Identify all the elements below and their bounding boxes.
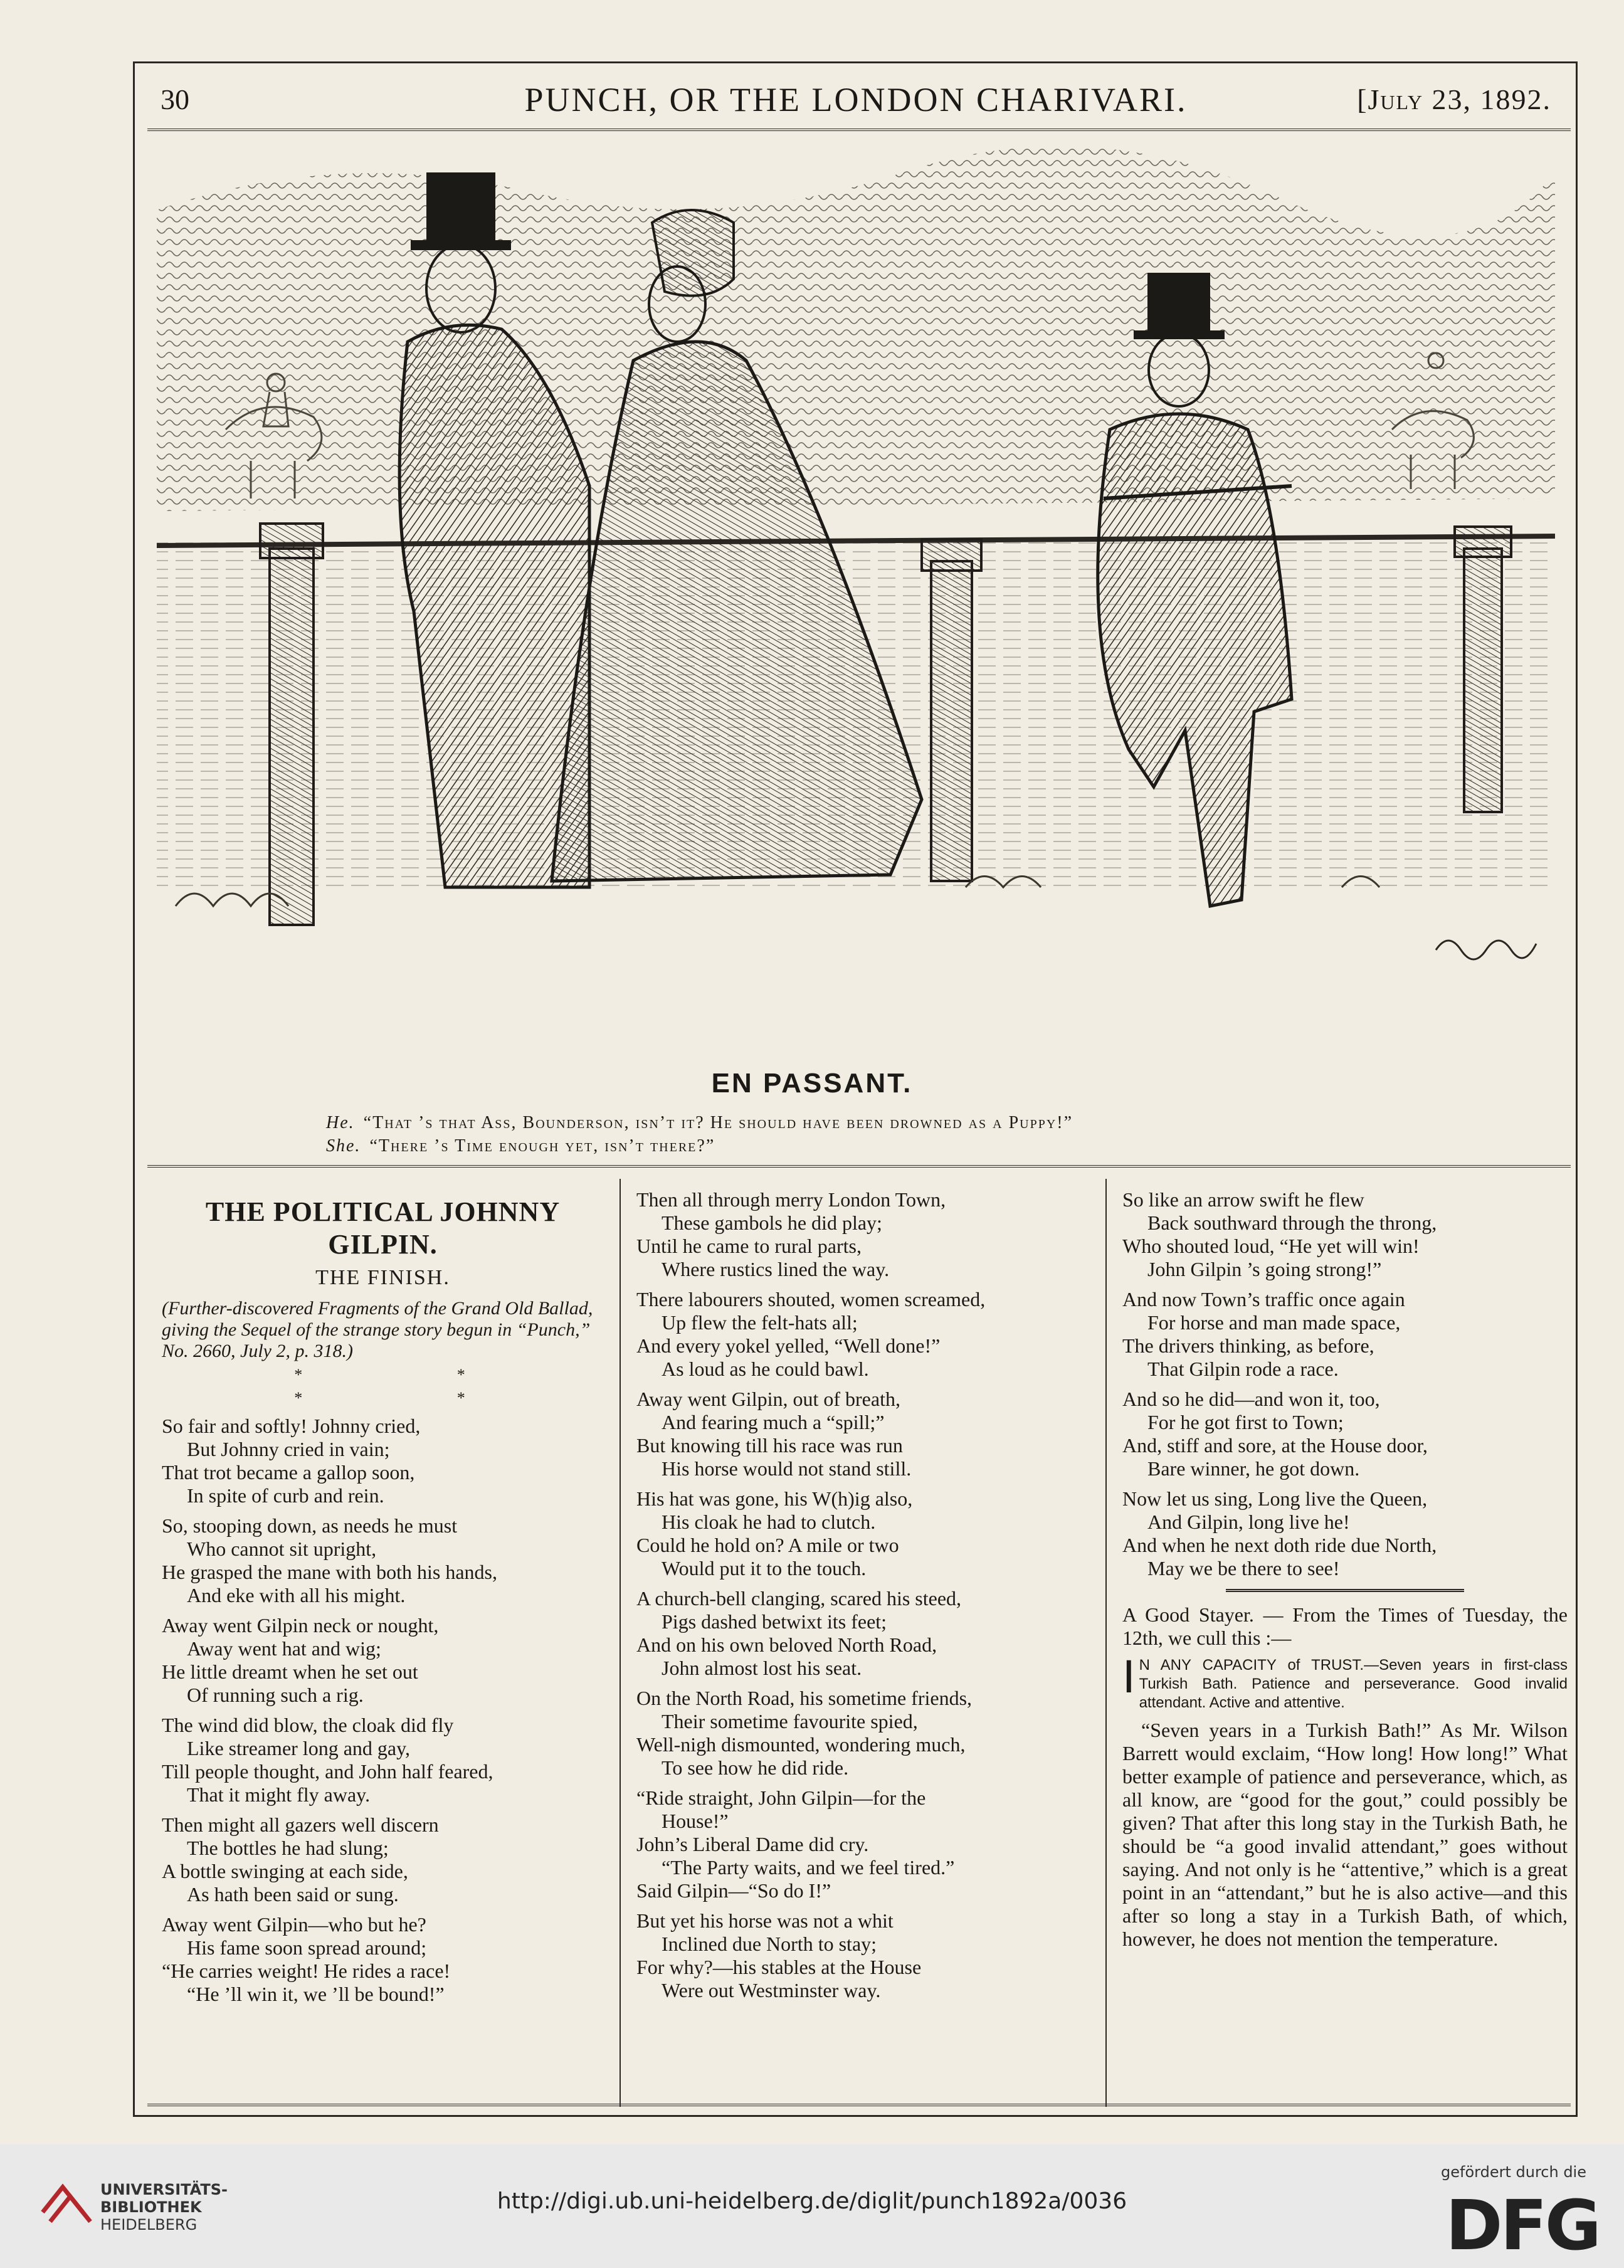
poem-line: And now Town’s traffic once again [1122,1288,1405,1311]
article-body: “Seven years in a Turkish Bath!” As Mr. Wilson Barrett would exclaim, “How long! How long!” What better example of patience and perseverance, which, as all know, are “good for the gout,” could possibly be given? That after this long stay in the Turkish Bath, he should be “a good invalid attendant,” goes without saying. And not only is he “attentive,” which is a great point in an “attendant,” but he is also active—and this after so long a stay in a Turkish Bath, of which, however, he does not mention the temperature. [1122,1719,1568,1950]
poem-line: And fearing much a “spill;” [662,1411,885,1433]
poem-stanza [636,1388,1088,1480]
poem-stanza [162,1913,604,2006]
poem-line: Away went hat and wig; [187,1637,381,1660]
poem-stanza [1122,1388,1568,1480]
advertisement-text: N ANY CAPACITY of TRUST.—Seven years in first-class Turkish Bath. Patience and perseverance. Good invalid attendant. Active and attentive. [1139,1657,1568,1711]
poem-line: The wind did blow, the cloak did fly [162,1714,454,1736]
poem-stanza [636,1909,1088,2002]
poem-line: In spite of curb and rein. [187,1484,384,1507]
poem-line: And, stiff and sore, at the House door, [1122,1434,1428,1457]
poem-line: And Gilpin, long live he! [1147,1511,1350,1533]
poem-line: Could he hold on? A mile or two [636,1534,899,1556]
poem-stanza [162,1514,604,1607]
article-heading: A Good Stayer. — From the Times of Tuesday, the 12th, we cull this :— [1122,1603,1568,1649]
caption-text: “There ’s Time enough yet, isn’t there?” [369,1136,715,1156]
poem-line: Said Gilpin—“So do I!” [636,1879,831,1902]
poem-line: “Ride straight, John Gilpin—for the [636,1786,926,1809]
masthead: PUNCH, OR THE LONDON CHARIVARI. [524,81,1188,119]
drop-cap: I [1122,1650,1136,1702]
poem-line: Until he came to rural parts, [636,1235,862,1257]
advertisement-quote [1122,1650,1568,1712]
cartoon-title: EN PASSANT. [711,1068,913,1099]
poem-line: His hat was gone, his W(h)ig also, [636,1487,913,1510]
poem-line: So like an arrow swift he flew [1122,1188,1364,1211]
poem-line: And when he next doth ride due North, [1122,1534,1437,1556]
poem-line: So, stooping down, as needs he must [162,1514,458,1537]
document-url-link[interactable]: http://digi.ub.uni-heidelberg.de/diglit/punch1892a/0036 [497,2188,1127,2214]
library-line: UNIVERSITÄTS- [100,2181,228,2198]
poem-line: These gambols he did play; [662,1211,882,1234]
poem-line: “He ’ll win it, we ’ll be bound!” [187,1983,445,2005]
poem-line: That trot became a gallop soon, [162,1461,415,1484]
poem-stanza [162,1813,604,1906]
caption-text: “That ’s that Ass, Bounderson, isn’t it? He should have been drowned as a Puppy!” [363,1113,1073,1132]
poem-stanza [1122,1288,1568,1381]
poem-line: Well-nigh dismounted, wondering much, [636,1733,966,1756]
poem-line: But yet his horse was not a whit [636,1909,894,1932]
cartoon-caption-he [326,1113,1517,1133]
poem-line: For why?—his stables at the House [636,1956,922,1978]
poem-line: The bottles he had slung; [187,1837,389,1859]
poem-column-2 [636,1188,1088,2009]
issue-date: [July 23, 1892. [1357,83,1551,115]
poem-line: John Gilpin ’s going strong!” [1147,1258,1382,1280]
header-rule [147,129,1571,131]
poem-line: He little dreamt when he set out [162,1660,418,1683]
poem-line: Inclined due North to stay; [662,1933,877,1955]
poem-line: And every yokel yelled, “Well done!” [636,1334,941,1357]
poem-line: To see how he did ride. [662,1756,849,1779]
poem-intro: (Further-discovered Fragments of the Grand Old Ballad, giving the Sequel of the strange story begun in “Punch,” No. 2660, July 2, p. 318.) [162,1298,593,1361]
poem-line: “The Party waits, and we feel tired.” [662,1856,955,1879]
poem-stanza [636,1786,1088,1902]
poem-column-3 [1122,1188,1568,1951]
poem-line: As hath been said or sung. [187,1883,399,1906]
poem-line: John’s Liberal Dame did cry. [636,1833,869,1855]
page-header [157,75,1555,125]
poem-stanza [636,1587,1088,1680]
poem-line: Where rustics lined the way. [662,1258,890,1280]
viewer-footer [0,2144,1624,2268]
poem-line: And so he did—and won it, too, [1122,1388,1380,1410]
poem-line: So fair and softly! Johnny cried, [162,1415,421,1437]
poem-line: As loud as he could bawl. [662,1358,869,1380]
column-separator [620,1179,621,2107]
poem-line: A church-bell clanging, scared his steed, [636,1587,962,1610]
poem-line: But knowing till his race was run [636,1434,903,1457]
poem-line: A bottle swinging at each side, [162,1860,408,1882]
poem-line: Pigs dashed betwixt its feet; [662,1610,887,1633]
cartoon-drawing [150,135,1564,1063]
poem-line: There labourers shouted, women screamed, [636,1288,986,1311]
poem-line: That it might fly away. [187,1783,371,1806]
poem-line: Then all through merry London Town, [636,1188,946,1211]
poem-line: Then might all gazers well discern [162,1813,439,1836]
poem-line: That Gilpin rode a race. [1147,1358,1339,1380]
poem-line: “He carries weight! He rides a race! [162,1959,451,1982]
poem-stanza [1122,1188,1568,1281]
poem-line: Up flew the felt-hats all; [662,1311,858,1334]
poem-line: Till people thought, and John half feared, [162,1760,493,1783]
poem-title: THE POLITICAL JOHNNY GILPIN. [205,1196,561,1260]
sponsor-text: gefördert durch die [1441,2163,1586,2181]
poem-line: And eke with all his might. [187,1584,406,1606]
caption-speaker: She. [326,1136,361,1156]
caption-rule [147,1165,1571,1168]
poem-stanza [162,1714,604,1806]
poem-stanzas [162,1415,604,2006]
poem-line: For he got first to Town; [1147,1411,1344,1433]
poem-line: Would put it to the touch. [662,1557,867,1580]
poem-line: Back southward through the throng, [1147,1211,1437,1234]
poem-line: The drivers thinking, as before, [1122,1334,1374,1357]
poem-line: Now let us sing, Long live the Queen, [1122,1487,1428,1510]
poem-line: Their sometime favourite spied, [662,1710,918,1733]
poem-stanza [162,1614,604,1707]
poem-column-1 [162,1188,604,2013]
poem-line: Were out Westminster way. [662,1979,881,2002]
poem-line: But Johnny cried in vain; [187,1438,390,1460]
poem-line: For horse and man made space, [1147,1311,1401,1334]
poem-line: And on his own beloved North Road, [636,1633,937,1656]
stars-divider: * * * * [294,1366,540,1407]
poem-stanzas [1122,1188,1568,1580]
poem-line: Away went Gilpin neck or nought, [162,1614,439,1637]
poem-stanza [636,1487,1088,1580]
poem-stanza [162,1415,604,1507]
poem-line: Like streamer long and gay, [187,1737,411,1759]
poem-line: Who shouted loud, “He yet will win! [1122,1235,1420,1257]
library-line: BIBLIOTHEK [100,2198,202,2216]
poem-line: House!” [662,1810,729,1832]
poem-line: Of running such a rig. [187,1684,364,1706]
poem-line: Away went Gilpin—who but he? [162,1913,426,1936]
poem-stanza [636,1188,1088,1281]
library-line: HEIDELBERG [100,2216,198,2234]
poem-stanza [636,1288,1088,1381]
poem-line: His horse would not stand still. [662,1457,912,1480]
column-separator [1105,1179,1107,2107]
cartoon-caption-she [326,1136,1517,1156]
poem-line: On the North Road, his sometime friends, [636,1687,973,1709]
poem-line: His cloak he had to clutch. [662,1511,876,1533]
poem-line: Away went Gilpin, out of breath, [636,1388,900,1410]
poem-stanza [636,1687,1088,1780]
page-number: 30 [161,83,189,115]
poem-line: May we be there to see! [1147,1557,1340,1580]
section-divider [1226,1589,1464,1592]
poem-line: John almost lost his seat. [662,1657,862,1679]
poem-line: Who cannot sit upright, [187,1537,377,1560]
cartoon-illustration [150,135,1564,1063]
caption-speaker: He. [326,1113,355,1132]
dfg-logo: DFG [1445,2185,1599,2265]
poem-line: His fame soon spread around; [187,1936,427,1959]
bottom-rule [147,2104,1571,2106]
poem-subtitle: THE FINISH. [315,1266,450,1289]
poem-stanza [1122,1487,1568,1580]
poem-line: He grasped the mane with both his hands, [162,1561,497,1583]
poem-stanzas [636,1188,1088,2002]
poem-line: Bare winner, he got down. [1147,1457,1360,1480]
